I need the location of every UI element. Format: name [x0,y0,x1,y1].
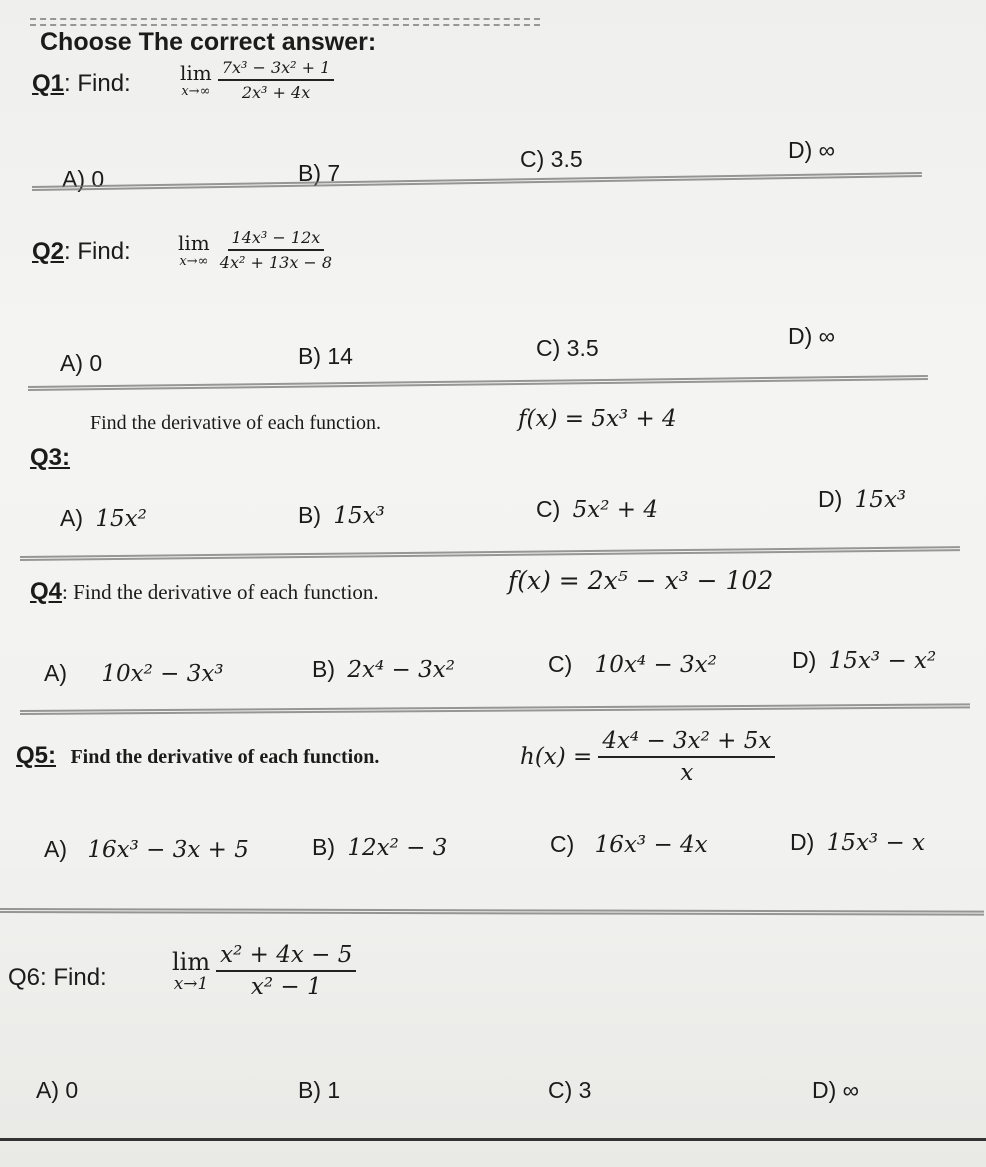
option-expression: 2x⁴ − 3x² [347,657,455,683]
q1-option-b[interactable]: B) 7 [298,160,341,186]
option-expression: 10x² − 3x³ [101,661,224,687]
q3-option-c[interactable] [536,496,658,523]
separator [20,703,970,715]
q1-fraction [218,58,335,102]
q6-numerator: x² + 4x − 5 [216,942,356,972]
q5-fraction [598,728,775,786]
q4-instruction: : Find the derivative of each function. [62,580,379,604]
q4-label-group [30,578,379,606]
q3-function: f(x) = 5x³ + 4 [518,406,677,432]
q1-lim [180,60,212,99]
q4-option-c[interactable] [548,651,717,678]
q5-function [520,728,775,786]
q1-option-a[interactable]: A) 0 [62,166,105,192]
option-expression: 15x³ − x [826,830,925,856]
q6-option-b[interactable]: B) 1 [298,1077,341,1103]
q2-label: Q2 [32,238,65,265]
option-letter: B) [312,656,335,682]
option-letter: A) [60,505,83,531]
q6-lim [172,947,211,994]
q3-label: Q3: [30,444,71,471]
q2-lim [178,230,210,269]
q5-denominator: x [680,760,694,786]
q2-prefix: : Find: [64,238,131,265]
q5-numerator: 4x⁴ − 3x² + 5x [598,728,775,758]
option-expression: 10x⁴ − 3x² [594,652,717,678]
option-expression: 16x³ − 4x [594,832,708,858]
q6-label: Q6 [8,964,41,991]
q4-label: Q4 [30,578,63,605]
page-heading: Choose The correct answer: [40,28,377,56]
q1-option-c[interactable]: C) 3.5 [520,146,583,172]
q5-function-lhs: h(x) = [520,744,593,770]
q5-option-c[interactable] [550,831,708,858]
option-expression: 5x² + 4 [572,497,659,523]
q4-function: f(x) = 2x⁵ − x³ − 102 [508,566,774,595]
option-expression: 15x² [95,506,147,532]
lim-subscript: x→∞ [179,253,209,269]
q2-limit-expression [178,228,336,272]
lim-text: lim [178,230,210,255]
option-expression: 16x³ − 3x + 5 [87,837,249,863]
lim-subscript: x→1 [173,973,209,994]
separator [30,24,540,26]
q6-option-a[interactable]: A) 0 [36,1077,79,1103]
q6-prefix: : Find: [40,964,107,991]
q3-option-a[interactable] [60,505,147,532]
q3-option-d[interactable] [818,486,906,513]
option-letter: D) [792,647,817,673]
q1-numerator: 7x³ − 3x² + 1 [218,58,335,81]
option-expression: 15x³ − x² [828,648,937,674]
lim-text: lim [172,947,211,976]
option-letter: A) [44,836,67,862]
q1-label-group [32,70,131,98]
q2-option-a[interactable]: A) 0 [60,350,103,376]
option-letter: A) [44,660,67,686]
option-expression: 15x³ [333,503,385,529]
separator [20,546,960,561]
q5-label: Q5: [16,742,57,769]
q5-label-group [16,742,379,770]
q6-limit-expression [172,942,356,1000]
option-expression: 12x² − 3 [347,835,448,861]
q6-label-group [8,964,107,992]
separator [32,172,922,191]
q5-option-d[interactable] [790,829,925,856]
q3-instruction: Find the derivative of each function. [90,412,382,434]
q1-prefix: : Find: [64,70,131,97]
q2-option-c[interactable]: C) 3.5 [536,335,599,361]
separator [0,908,984,916]
q5-option-a[interactable] [44,836,249,863]
option-letter: D) [790,829,815,855]
q2-label-group [32,238,131,266]
q6-denominator: x² − 1 [250,974,322,1000]
q1-denominator: 2x³ + 4x [241,83,311,102]
q2-numerator: 14x³ − 12x [228,228,325,251]
q4-option-d[interactable] [792,647,936,674]
option-letter: B) [312,834,335,860]
option-letter: B) [298,502,321,528]
lim-subscript: x→∞ [181,83,211,99]
lim-text: lim [180,60,212,85]
q1-label: Q1 [32,70,65,97]
q2-denominator: 4x² + 13x − 8 [219,253,333,272]
separator [30,18,540,20]
q1-option-d[interactable]: D) ∞ [788,137,836,163]
q2-option-b[interactable]: B) 14 [298,343,353,369]
q3-option-b[interactable] [298,502,385,529]
q4-option-b[interactable] [312,656,455,683]
option-expression: 15x³ [854,487,907,513]
separator [28,375,928,391]
option-letter: D) [818,486,843,512]
q6-option-c[interactable]: C) 3 [548,1077,592,1103]
option-letter: C) [548,651,573,677]
q2-option-d[interactable]: D) ∞ [788,323,836,349]
q1-limit-expression [180,58,334,102]
option-letter: C) [536,496,561,522]
q6-fraction [216,942,356,1000]
option-letter: C) [550,831,575,857]
q5-option-b[interactable] [312,834,447,861]
q6-option-d[interactable]: D) ∞ [812,1077,860,1103]
q4-option-a[interactable] [44,660,224,687]
bottom-rule [0,1138,986,1141]
q5-instruction: Find the derivative of each function. [70,746,380,768]
q2-fraction [216,228,336,272]
